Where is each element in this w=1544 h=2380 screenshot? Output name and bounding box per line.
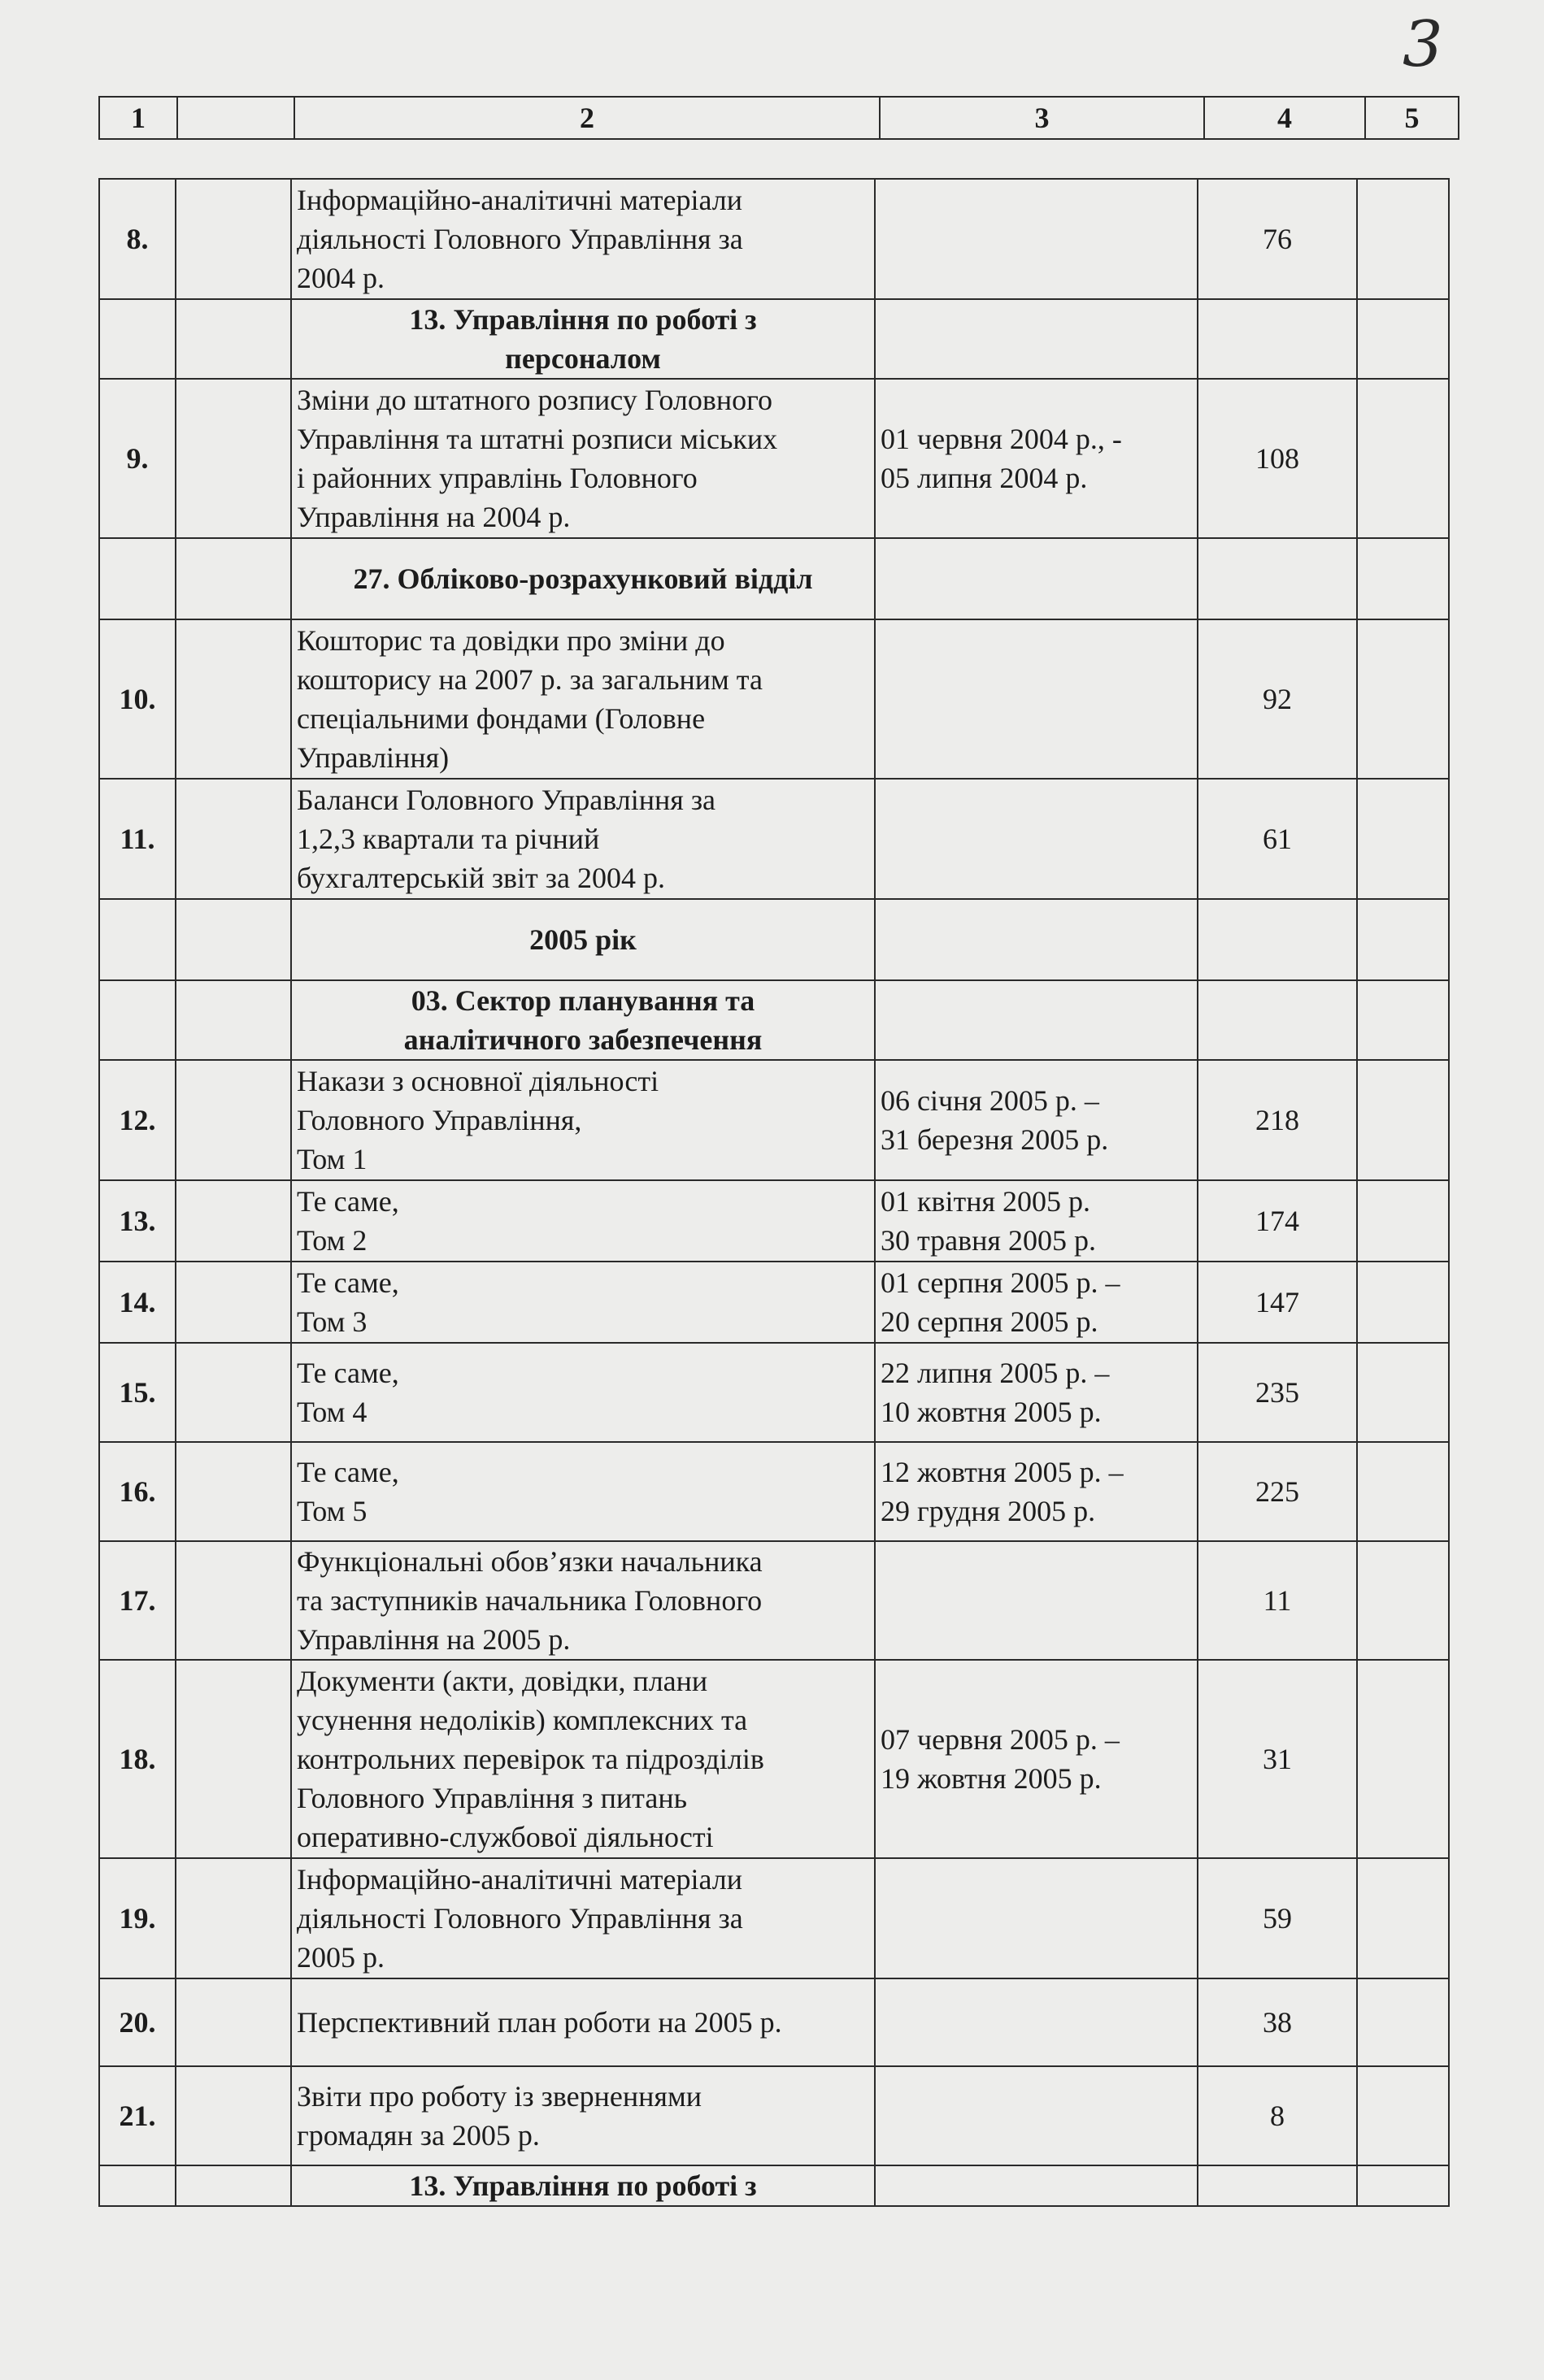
text-line: Звіти про роботу із зверненнями [297, 2080, 702, 2113]
item-description [291, 179, 875, 299]
item-period [875, 1442, 1198, 1541]
blank-cell [99, 2165, 176, 2206]
text-line: Те саме, [297, 1456, 399, 1488]
item-description [291, 1262, 875, 1343]
item-period [875, 1978, 1198, 2066]
text-line: 01 квітня 2005 р. [881, 1185, 1091, 1218]
item-period [875, 1660, 1198, 1858]
table-row [99, 1343, 1449, 1442]
text-line: Те саме, [297, 1357, 399, 1389]
blank-cell [875, 980, 1198, 1060]
text-line: діяльності Головного Управління за [297, 1902, 743, 1935]
text-line: усунення недоліків) комплексних та [297, 1704, 748, 1736]
text-line: 06 січня 2005 р. – [881, 1084, 1099, 1117]
item-description [291, 1442, 875, 1541]
text-line: спеціальними фондами (Головне [297, 702, 706, 735]
text-line: Кошторис та довідки про зміни до [297, 624, 725, 657]
notes-cell [1357, 899, 1449, 980]
text-line: 13. Управління по роботі з [409, 303, 757, 336]
sheet-count: 76 [1198, 179, 1357, 299]
text-line: 01 серпня 2005 р. – [881, 1266, 1120, 1299]
text-line: Управління) [297, 741, 450, 774]
text-line: Том 1 [297, 1143, 368, 1175]
blank-cell [1198, 538, 1357, 619]
section-heading [291, 899, 875, 980]
blank-cell [875, 2165, 1198, 2206]
text-line: персоналом [505, 342, 661, 375]
table-row [99, 1541, 1449, 1660]
blank-cell [176, 2165, 291, 2206]
item-period [875, 2066, 1198, 2165]
notes-cell [1357, 1180, 1449, 1262]
item-description [291, 1343, 875, 1442]
blank-cell [1198, 899, 1357, 980]
blank-cell [176, 1858, 291, 1978]
section-heading [291, 980, 875, 1060]
item-number: 14. [99, 1262, 176, 1343]
item-description [291, 1541, 875, 1660]
text-line: Управління та штатні розписи міських [297, 423, 778, 455]
column-header-blank [177, 97, 294, 139]
item-number: 18. [99, 1660, 176, 1858]
inventory-table [98, 178, 1450, 2207]
notes-cell [1357, 2165, 1449, 2206]
blank-cell [176, 1541, 291, 1660]
text-line: Інформаційно-аналітичні матеріали [297, 1863, 743, 1896]
item-number: 16. [99, 1442, 176, 1541]
notes-cell [1357, 379, 1449, 538]
blank-cell [875, 299, 1198, 379]
text-line: Том 2 [297, 1224, 368, 1257]
table-row [99, 1060, 1449, 1180]
text-line: 12 жовтня 2005 р. – [881, 1456, 1124, 1488]
text-line: Том 3 [297, 1305, 368, 1338]
notes-cell [1357, 1442, 1449, 1541]
blank-cell [875, 538, 1198, 619]
sheet-count: 8 [1198, 2066, 1357, 2165]
table-row [99, 779, 1449, 899]
blank-cell [99, 899, 176, 980]
text-line: громадян за 2005 р. [297, 2119, 540, 2152]
notes-cell [1357, 1262, 1449, 1343]
blank-cell [1198, 2165, 1357, 2206]
column-header-5: 5 [1365, 97, 1459, 139]
item-number: 11. [99, 779, 176, 899]
text-line: Перспективний план роботи на 2005 р. [297, 2006, 782, 2039]
section-heading [291, 299, 875, 379]
text-line: 19 жовтня 2005 р. [881, 1762, 1102, 1795]
blank-cell [99, 538, 176, 619]
item-number: 19. [99, 1858, 176, 1978]
table-row [99, 1180, 1449, 1262]
blank-cell [99, 980, 176, 1060]
item-period [875, 1858, 1198, 1978]
item-period [875, 379, 1198, 538]
text-line: кошторису на 2007 р. за загальним та [297, 663, 763, 696]
blank-cell [176, 1343, 291, 1442]
sheet-count: 174 [1198, 1180, 1357, 1262]
item-period [875, 619, 1198, 779]
blank-cell [176, 299, 291, 379]
text-line: 1,2,3 квартали та річний [297, 823, 600, 855]
notes-cell [1357, 538, 1449, 619]
item-period [875, 779, 1198, 899]
text-line: та заступників начальника Головного [297, 1584, 763, 1617]
text-line: 10 жовтня 2005 р. [881, 1396, 1102, 1428]
sheet-count: 61 [1198, 779, 1357, 899]
sheet-count: 108 [1198, 379, 1357, 538]
notes-cell [1357, 1343, 1449, 1442]
text-line: Те саме, [297, 1266, 399, 1299]
text-line: і районних управлінь Головного [297, 462, 698, 494]
page-number: 3 [1403, 8, 1443, 81]
text-line: 2005 р. [297, 1941, 385, 1974]
text-line: 27. Обліково-розрахунковий відділ [353, 562, 813, 595]
table-row [99, 1262, 1449, 1343]
notes-cell [1357, 299, 1449, 379]
text-line: 13. Управління по роботі з [409, 2169, 757, 2202]
blank-cell [176, 619, 291, 779]
item-description [291, 1060, 875, 1180]
text-line: 07 червня 2005 р. – [881, 1723, 1120, 1756]
item-period [875, 179, 1198, 299]
text-line: бухгалтерській звіт за 2004 р. [297, 862, 665, 894]
sheet-count: 218 [1198, 1060, 1357, 1180]
item-description [291, 1660, 875, 1858]
blank-cell [176, 1978, 291, 2066]
section-row [99, 538, 1449, 619]
sheet-count: 11 [1198, 1541, 1357, 1660]
table-row [99, 619, 1449, 779]
notes-cell [1357, 779, 1449, 899]
column-header-table [98, 96, 1459, 140]
notes-cell [1357, 2066, 1449, 2165]
blank-cell [176, 379, 291, 538]
table-row [99, 2066, 1449, 2165]
sheet-count: 225 [1198, 1442, 1357, 1541]
column-header-4: 4 [1204, 97, 1365, 139]
notes-cell [1357, 1660, 1449, 1858]
notes-cell [1357, 1858, 1449, 1978]
notes-cell [1357, 179, 1449, 299]
item-number: 8. [99, 179, 176, 299]
column-header-1: 1 [99, 97, 177, 139]
item-number: 21. [99, 2066, 176, 2165]
blank-cell [176, 980, 291, 1060]
item-number: 20. [99, 1978, 176, 2066]
item-description [291, 779, 875, 899]
item-number: 10. [99, 619, 176, 779]
text-line: 05 липня 2004 р. [881, 462, 1088, 494]
section-row [99, 299, 1449, 379]
sheet-count: 235 [1198, 1343, 1357, 1442]
table-row [99, 1978, 1449, 2066]
blank-cell [176, 1060, 291, 1180]
item-number: 15. [99, 1343, 176, 1442]
table-row [99, 1442, 1449, 1541]
text-line: Те саме, [297, 1185, 399, 1218]
table-row [99, 1660, 1449, 1858]
text-line: 20 серпня 2005 р. [881, 1305, 1098, 1338]
text-line: Інформаційно-аналітичні матеріали [297, 184, 743, 216]
notes-cell [1357, 619, 1449, 779]
column-header-3: 3 [880, 97, 1204, 139]
text-line: Функціональні обов’язки начальника [297, 1545, 763, 1578]
item-description [291, 1858, 875, 1978]
table-row [99, 179, 1449, 299]
table-row [99, 379, 1449, 538]
notes-cell [1357, 1978, 1449, 2066]
column-header-row [99, 97, 1459, 139]
text-line: аналітичного забезпечення [403, 1023, 763, 1056]
item-number: 17. [99, 1541, 176, 1660]
sheet-count: 92 [1198, 619, 1357, 779]
text-line: 01 червня 2004 р., - [881, 423, 1122, 455]
text-line: 31 березня 2005 р. [881, 1123, 1109, 1156]
section-row [99, 2165, 1449, 2206]
item-description [291, 1978, 875, 2066]
section-heading [291, 538, 875, 619]
text-line: Управління на 2005 р. [297, 1623, 571, 1656]
item-number: 9. [99, 379, 176, 538]
text-line: 03. Сектор планування та [411, 984, 755, 1017]
text-line: 2004 р. [297, 262, 385, 294]
text-line: Накази з основної діяльності [297, 1065, 659, 1097]
item-description [291, 379, 875, 538]
blank-cell [99, 299, 176, 379]
item-period [875, 1343, 1198, 1442]
notes-cell [1357, 1541, 1449, 1660]
column-header-2: 2 [294, 97, 880, 139]
blank-cell [176, 1442, 291, 1541]
text-line: діяльності Головного Управління за [297, 223, 743, 255]
text-line: 30 травня 2005 р. [881, 1224, 1096, 1257]
item-description [291, 1180, 875, 1262]
blank-cell [875, 899, 1198, 980]
text-line: Документи (акти, довідки, плани [297, 1665, 708, 1697]
text-line: Том 4 [297, 1396, 368, 1428]
sheet-count: 31 [1198, 1660, 1357, 1858]
text-line: 2005 рік [529, 923, 637, 956]
text-line: контрольних перевірок та підрозділів [297, 1743, 764, 1775]
notes-cell [1357, 1060, 1449, 1180]
text-line: Баланси Головного Управління за [297, 784, 716, 816]
blank-cell [1198, 980, 1357, 1060]
text-line: Зміни до штатного розпису Головного [297, 384, 772, 416]
notes-cell [1357, 980, 1449, 1060]
item-period [875, 1262, 1198, 1343]
text-line: Управління на 2004 р. [297, 501, 571, 533]
blank-cell [1198, 299, 1357, 379]
text-line: оперативно-службової діяльності [297, 1821, 714, 1853]
text-line: Том 5 [297, 1495, 368, 1527]
item-description [291, 619, 875, 779]
blank-cell [176, 899, 291, 980]
item-number: 13. [99, 1180, 176, 1262]
blank-cell [176, 179, 291, 299]
sheet-count: 38 [1198, 1978, 1357, 2066]
text-line: Головного Управління з питань [297, 1782, 688, 1814]
item-period [875, 1541, 1198, 1660]
text-line: Головного Управління, [297, 1104, 582, 1136]
sheet-count: 59 [1198, 1858, 1357, 1978]
sheet-count: 147 [1198, 1262, 1357, 1343]
text-line: 29 грудня 2005 р. [881, 1495, 1096, 1527]
item-period [875, 1180, 1198, 1262]
section-heading [291, 2165, 875, 2206]
item-description [291, 2066, 875, 2165]
blank-cell [176, 1262, 291, 1343]
section-row [99, 899, 1449, 980]
section-row [99, 980, 1449, 1060]
blank-cell [176, 779, 291, 899]
blank-cell [176, 1660, 291, 1858]
table-row [99, 1858, 1449, 1978]
text-line: 22 липня 2005 р. – [881, 1357, 1110, 1389]
blank-cell [176, 1180, 291, 1262]
item-number: 12. [99, 1060, 176, 1180]
blank-cell [176, 2066, 291, 2165]
blank-cell [176, 538, 291, 619]
item-period [875, 1060, 1198, 1180]
